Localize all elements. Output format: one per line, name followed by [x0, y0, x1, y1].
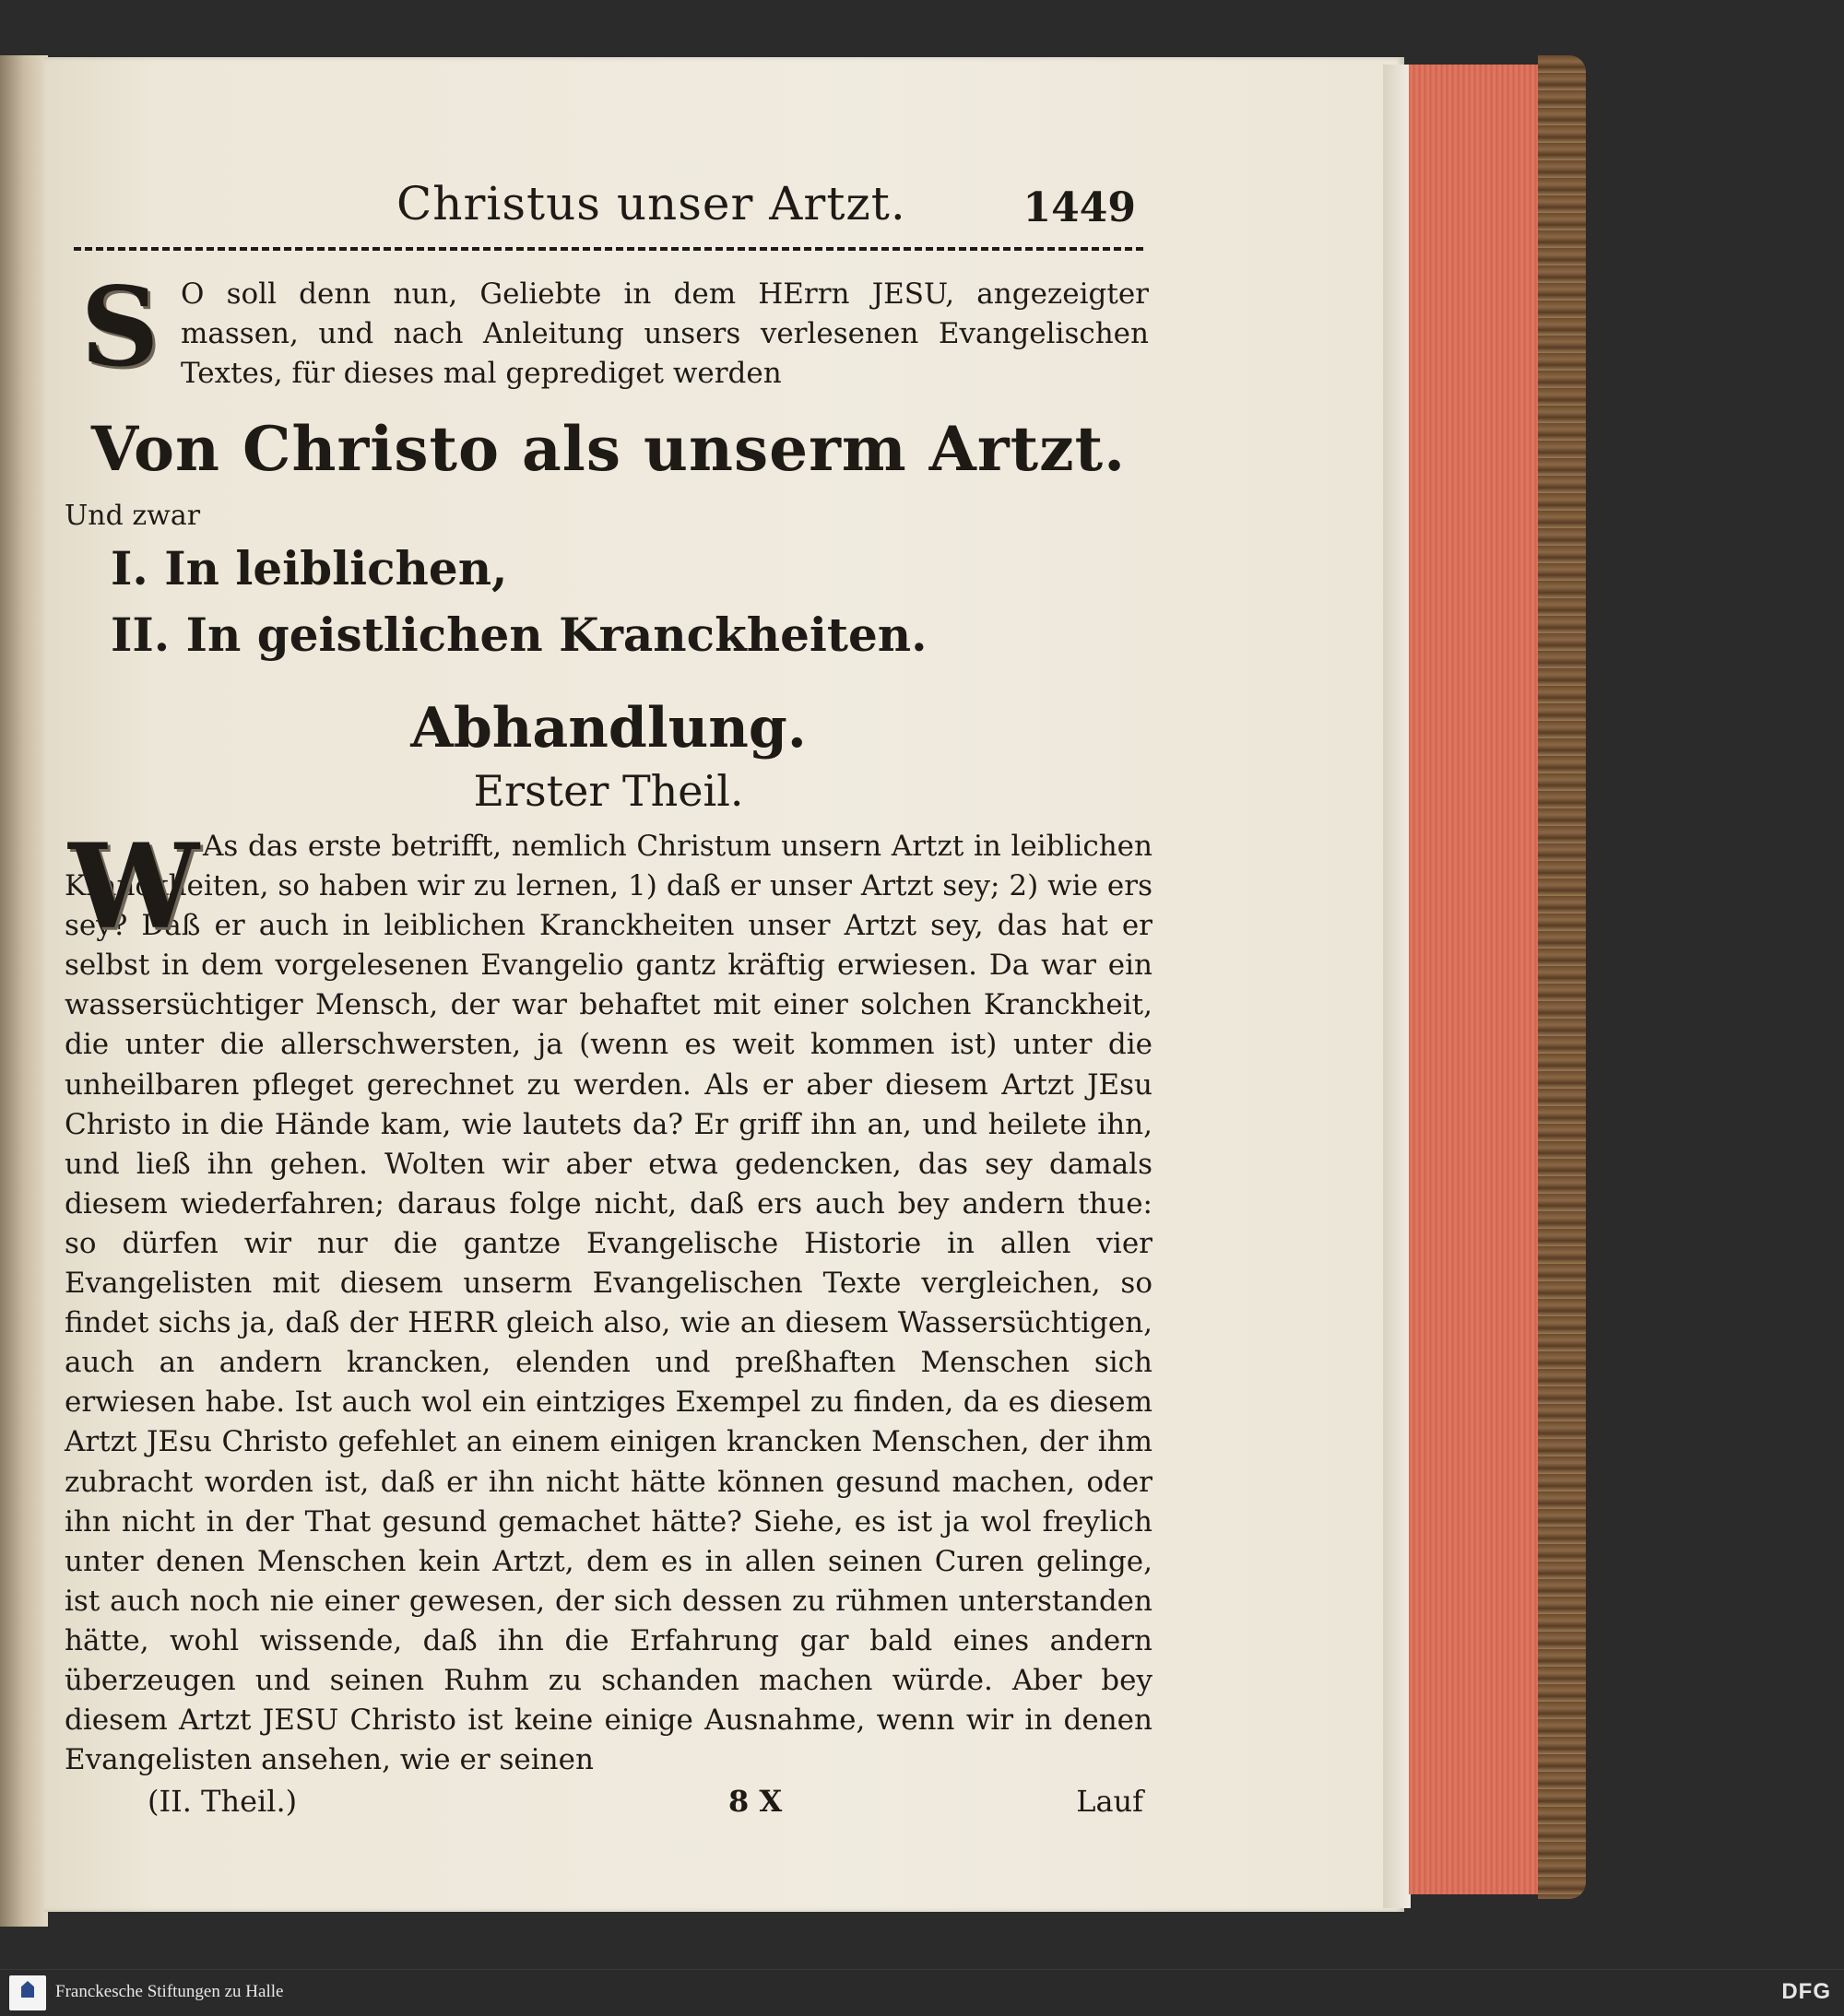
book-cover-edge — [1538, 55, 1586, 1899]
red-fore-edge — [1409, 65, 1547, 1894]
page-gutter-shadow — [1383, 65, 1411, 1908]
intro-paragraph — [65, 263, 1152, 396]
institution-logo-icon[interactable] — [9, 1975, 46, 2010]
running-head — [65, 166, 1152, 249]
house-icon — [21, 1981, 34, 1998]
division-2: II. In geistlichen Kranckheiten. — [111, 607, 928, 662]
signature-mark: 8 X — [728, 1784, 783, 1820]
institution-name[interactable]: Franckesche Stiftungen zu Halle — [55, 1982, 284, 2001]
head-rule — [74, 247, 1143, 251]
sermon-title: Von Christo als unserm Artzt. — [90, 413, 1127, 485]
body-paragraph — [65, 819, 1152, 1780]
und-zwar: Und zwar — [65, 500, 201, 532]
viewer-footer-bar — [0, 1969, 1844, 2016]
catchword: Lauf — [1076, 1784, 1143, 1820]
volume-label: (II. Theil.) — [148, 1784, 298, 1820]
left-page-edge — [0, 55, 48, 1927]
running-title: Christus unser Artzt. — [396, 177, 906, 230]
section-title: Abhandlung. — [410, 696, 807, 760]
page-content — [65, 166, 1152, 1830]
body-text: As das erste betrifft, nemlich Christum unsern Artzt in leiblichen Kranckheiten, so haben wir zu lernen, 1) daß er unser Artzt sey; 2) wie ers sey? Daß er auch in leiblichen Kranckheiten unser Artzt sey, das hat er selbst in dem vorgelesenen Evangelio gantz kräftig erwiesen. Da war ein wassersüchtiger Mensch, der war behaftet mit einer solchen Kranckheit, die unter die allerschwersten, ja (wenn es weit kommen ist) unter die unheilbaren pfleget gerechnet zu werden. Als er aber diesem Artzt JEsu Christo in die Hände kam, wie lautets da? Er griff ihn an, und heilete ihn, und ließ ihn gehen. Wolten wir aber etwa gedencken, das sey damals diesem wiederfahren; daraus folge nicht, daß ers auch bey andern thue: so dürfen wir nur die gantze Evangelische Historie in allen vier Evangelisten mit diesem unserm Evangelischen Texte vergleichen, so findet sichs ja, daß der HERR gleich also, wie an diesem Wassersüchtigen, auch an andern krancken, elenden und preßhaften Menschen sich erwiesen habe. Ist auch wol ein eintziges Exempel zu finden, da es diesem Artzt JEsu Christo gefehlet an einem einigen krancken Menschen, der ihm zubracht worden ist, daß er ihn nicht hätte können gesund machen, oder ihn nicht in der That gesund gemachet hätte? Siehe, es ist ja wol freylich unter denen Menschen kein Artzt, dem es in allen seinen Curen gelinge, ist auch noch nie einer gewesen, der sich dessen zu rühmen unterstanden hätte, wohl wissende, daß ihn die Erfahrung gar bald eines andern überzeugen und seinen Ruhm zu schanden machen würde. Aber bey diesem Artzt JESU Christo ist keine einige Ausnahme, wenn wir in denen Evangelisten ansehen, wie er seinen — [65, 830, 1152, 1777]
part-title: Erster Theil. — [473, 766, 744, 816]
intro-text: O soll denn nun, Geliebte in dem HErrn JESU, angezeigter massen, und nach Anleitung unsers verlesenen Evangelischen Textes, für dieses mal geprediget werden — [181, 277, 1149, 390]
page-number: 1449 — [1022, 184, 1136, 231]
division-1: I. In leiblichen, — [111, 541, 508, 595]
page-footer — [65, 1784, 1152, 1830]
decorated-initial-s: S — [80, 263, 160, 391]
dfg-logo[interactable]: DFG — [1781, 1979, 1831, 2004]
decorated-initial-w: W — [68, 819, 199, 955]
